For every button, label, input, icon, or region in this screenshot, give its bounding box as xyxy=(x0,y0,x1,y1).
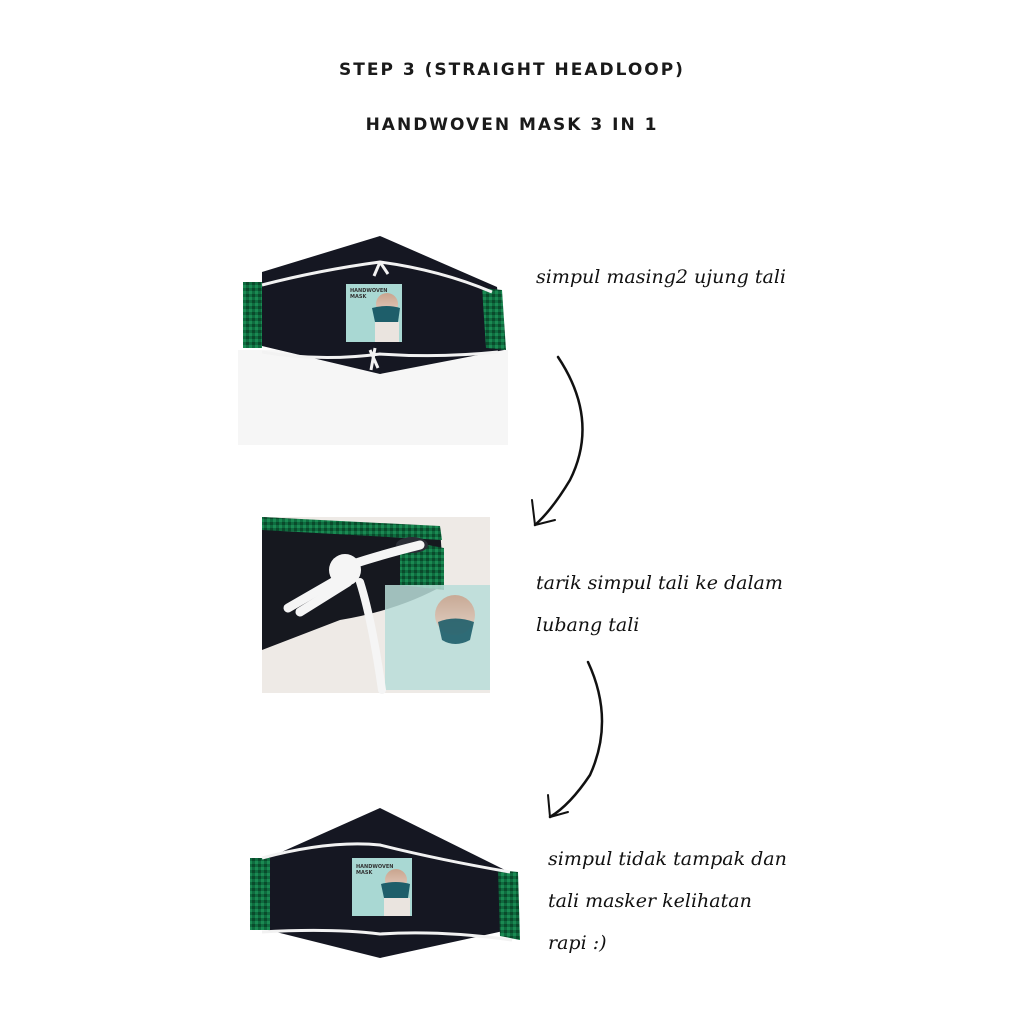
note-line: simpul masing2 ujung tali xyxy=(536,266,786,288)
note-line: tarik simpul tali ke dalam xyxy=(536,572,783,594)
step-3-note xyxy=(548,838,787,964)
tag-text-line1: HANDWOVEN xyxy=(356,864,394,870)
page-subtitle: HANDWOVEN MASK 3 IN 1 xyxy=(365,115,659,135)
curved-arrow-1 xyxy=(532,357,583,525)
handwoven-mask-tag xyxy=(352,858,412,916)
knot-closeup-photo-step-2 xyxy=(262,517,490,693)
handwoven-mask-tag xyxy=(346,284,402,342)
page-title: STEP 3 (STRAIGHT HEADLOOP) xyxy=(339,60,685,80)
tag-text-line2: MASK xyxy=(350,294,367,300)
mask-photo-step-3 xyxy=(250,808,520,958)
curved-arrow-2 xyxy=(548,662,602,817)
step-1-note xyxy=(536,256,786,298)
note-line: rapi :) xyxy=(548,932,607,954)
note-line: tali masker kelihatan xyxy=(548,890,752,912)
note-line: lubang tali xyxy=(536,614,640,636)
step-2-note xyxy=(536,562,783,646)
note-line: simpul tidak tampak dan xyxy=(548,848,787,870)
tag-text-line2: MASK xyxy=(356,870,373,876)
tag-text-line1: HANDWOVEN xyxy=(350,288,388,294)
mask-photo-step-1 xyxy=(238,236,508,445)
